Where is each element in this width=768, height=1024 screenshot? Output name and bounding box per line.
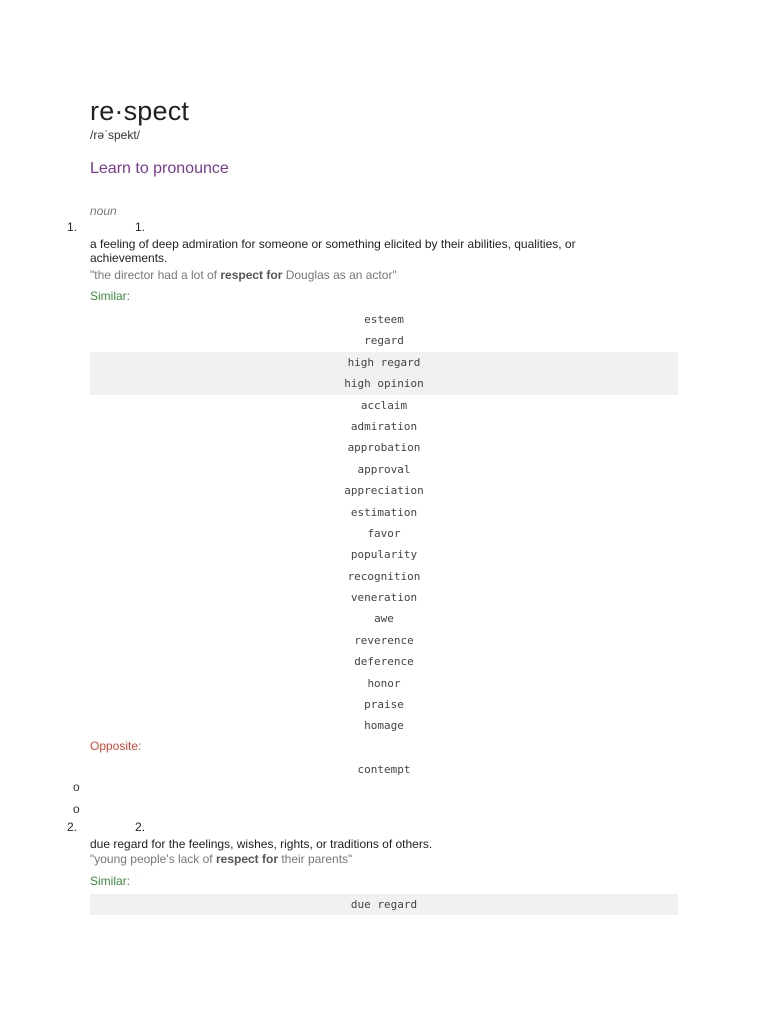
example-text: their parents": [278, 852, 353, 866]
synonym-chip[interactable]: high regard: [90, 352, 678, 373]
learn-to-pronounce-link[interactable]: Learn to pronounce: [90, 160, 229, 177]
synonym-chip[interactable]: admiration: [350, 419, 418, 433]
example-text: "the director had a lot of: [90, 268, 221, 282]
sense-1-example: [90, 268, 397, 282]
synonym-chip[interactable]: approval: [357, 462, 411, 476]
synonym-chip[interactable]: recognition: [347, 569, 421, 583]
sense-2-inner-number: 2.: [135, 820, 146, 834]
headword: re·spect: [90, 96, 190, 126]
synonym-chip[interactable]: high opinion: [90, 373, 678, 394]
list-bullet: o: [73, 780, 80, 794]
sense-2-similar-list: [90, 894, 678, 915]
example-text: Douglas as an actor": [282, 268, 397, 282]
synonym-chip[interactable]: estimation: [350, 505, 418, 519]
sense-2-outer-number: 2.: [67, 820, 78, 834]
sense-1-opposite-label: Opposite:: [90, 739, 142, 753]
synonym-chip[interactable]: favor: [367, 526, 401, 540]
synonym-chip[interactable]: homage: [364, 719, 404, 733]
synonym-chip[interactable]: awe: [374, 612, 394, 626]
sense-2-similar-label: Similar:: [90, 874, 131, 888]
phonetic: /rəˈspekt/: [90, 128, 141, 142]
synonym-chip[interactable]: honor: [367, 676, 401, 690]
synonym-chip[interactable]: reverence: [354, 633, 414, 647]
synonym-chip[interactable]: appreciation: [344, 484, 424, 498]
sense-1-opposite-list: [90, 759, 678, 780]
synonym-chip[interactable]: veneration: [350, 591, 418, 605]
sense-1-outer-number: 1.: [67, 220, 78, 234]
list-bullet: o: [73, 802, 80, 816]
sense-1-definition: a feeling of deep admiration for someone or something elicited by their abilities, qualities, or achievements.: [90, 237, 576, 265]
example-text: "young people's lack of: [90, 852, 216, 866]
synonym-chip[interactable]: praise: [364, 698, 404, 712]
example-keyword: respect for: [220, 268, 283, 282]
synonym-chip[interactable]: approbation: [347, 441, 421, 455]
sense-1-similar-label: Similar:: [90, 289, 131, 303]
sense-1-similar-list: [90, 309, 678, 737]
synonym-chip[interactable]: deference: [354, 655, 414, 669]
example-keyword: respect for: [215, 852, 278, 866]
part-of-speech: noun: [90, 204, 117, 218]
synonym-chip[interactable]: esteem: [364, 313, 404, 326]
synonym-chip[interactable]: popularity: [350, 548, 418, 562]
synonym-chip[interactable]: regard: [364, 334, 404, 348]
sense-1-inner-number: 1.: [135, 220, 146, 234]
synonym-chip[interactable]: due regard: [90, 894, 678, 915]
antonym-chip[interactable]: contempt: [357, 763, 411, 776]
sense-2-example: [90, 852, 352, 866]
synonym-chip[interactable]: acclaim: [360, 398, 408, 412]
sense-2-definition: due regard for the feelings, wishes, rights, or traditions of others.: [90, 837, 433, 851]
